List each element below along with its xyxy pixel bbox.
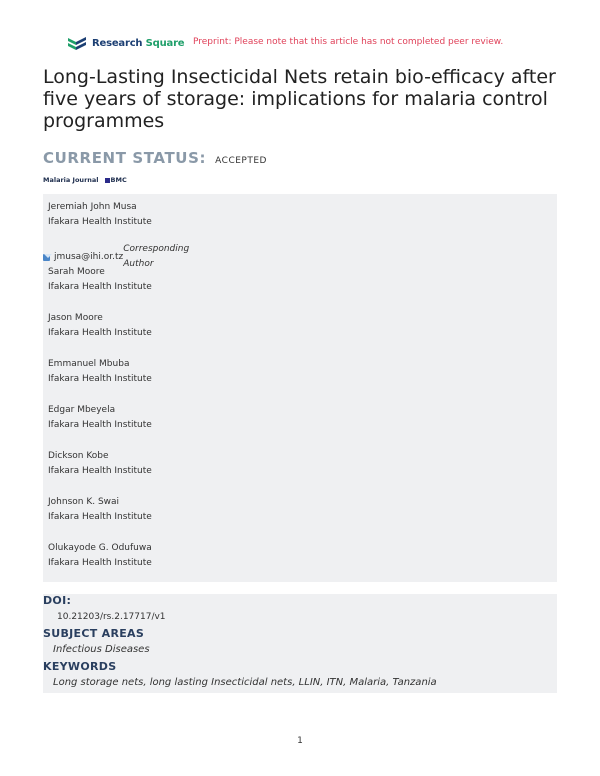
author-item [48, 403, 152, 433]
keywords-value: Long storage nets, long lasting Insecticidal nets, LLIN, ITN, Malaria, Tanzania [53, 677, 437, 688]
page-header [66, 34, 560, 54]
author-name: Johnson K. Swai [48, 497, 120, 507]
author-institution: Ifakara Health Institute [48, 328, 152, 338]
author-institution: Ifakara Health Institute [48, 466, 152, 476]
article-title: Long-Lasting Insecticidal Nets retain bio-efficacy after five years of storage: implications for malaria control programmes [43, 66, 556, 132]
current-status [43, 148, 267, 167]
author-institution: Ifakara Health Institute [48, 512, 152, 522]
publisher-name: BMC [110, 176, 127, 184]
logo-wordmark: Research Square [92, 37, 185, 49]
publisher-logo [105, 176, 127, 184]
author-institution: Ifakara Health Institute [48, 420, 152, 430]
subject-areas-section [43, 627, 557, 660]
journal-name: Malaria Journal [43, 176, 99, 184]
journal-info [43, 176, 127, 184]
author-item [48, 200, 190, 269]
envelope-icon[interactable] [43, 254, 50, 261]
doi-value[interactable]: 10.21203/rs.2.17717/v1 [57, 612, 166, 622]
subject-areas-label: SUBJECT AREAS [43, 627, 145, 640]
corresponding-author-label: Corresponding Author [123, 244, 190, 269]
page-number: 1 [297, 736, 303, 746]
author-item [48, 265, 152, 295]
author-name: Emmanuel Mbuba [48, 359, 130, 369]
author-item [48, 357, 152, 387]
author-name: Edgar Mbeyela [48, 405, 116, 415]
subject-area-value[interactable]: Infectious Diseases [53, 644, 150, 655]
preprint-notice: Preprint: Please note that this article has not completed peer review. [193, 37, 504, 47]
keywords-label: KEYWORDS [43, 660, 117, 673]
bmc-icon [105, 178, 110, 183]
author-name: Dickson Kobe [48, 451, 109, 461]
research-square-logo-icon [66, 34, 88, 52]
author-email[interactable]: jmusa@ihi.or.tz [53, 251, 124, 262]
author-name: Jeremiah John Musa [48, 202, 137, 212]
author-institution: Ifakara Health Institute [48, 558, 152, 568]
doi-section [43, 594, 557, 627]
author-item [48, 311, 152, 341]
author-institution: Ifakara Health Institute [48, 217, 152, 227]
authors-panel [43, 194, 557, 582]
author-name: Olukayode G. Odufuwa [48, 543, 152, 553]
research-square-logo[interactable] [66, 34, 184, 52]
doi-label: DOI: [43, 594, 72, 607]
author-name: Sarah Moore [48, 267, 105, 277]
author-name: Jason Moore [48, 313, 103, 323]
keywords-section [43, 660, 557, 693]
author-item [48, 541, 152, 571]
author-institution: Ifakara Health Institute [48, 282, 152, 292]
status-value: ACCEPTED [215, 156, 267, 166]
author-institution: Ifakara Health Institute [48, 374, 152, 384]
status-label: CURRENT STATUS: [43, 149, 207, 167]
author-item [48, 495, 152, 525]
author-item [48, 449, 152, 479]
